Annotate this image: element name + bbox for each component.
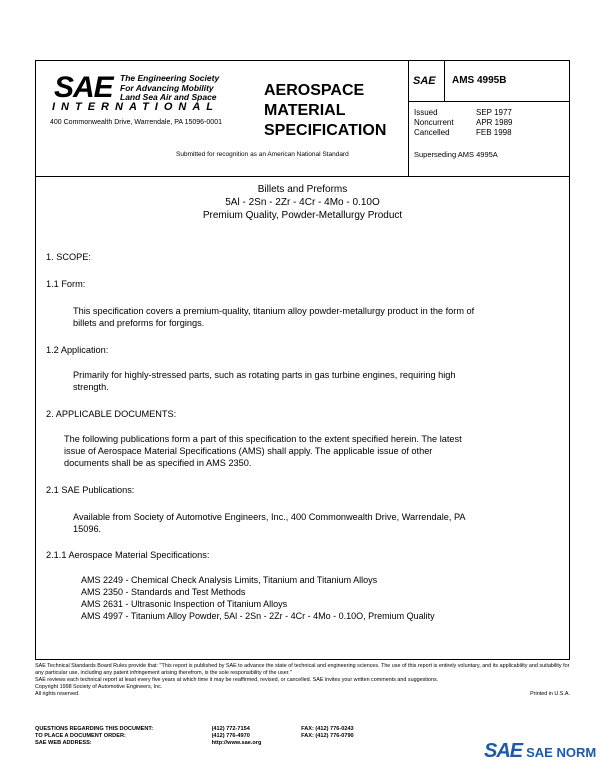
paragraph-line: Available from Society of Automotive Engineers, Inc., 400 Commonwealth Drive, Warrendale, PA <box>73 512 466 522</box>
divider <box>444 61 445 101</box>
society-line: For Advancing Mobility <box>120 82 214 93</box>
issued-label: Issued <box>414 108 438 117</box>
doc-type-line: AEROSPACE <box>264 82 365 99</box>
society-line: The Engineering Society <box>120 73 220 83</box>
paragraph-line: Primarily for highly-stressed parts, such as rotating parts in gas turbine engines, requiring high <box>73 370 456 380</box>
small-sae-logo: SAE <box>413 75 436 87</box>
copyright: Copyright 1998 Society of Automotive Engineers, Inc. <box>35 684 163 690</box>
paragraph-line: issue of Aerospace Material Specifications (AMS) shall apply. The applicable issue of other <box>64 446 433 456</box>
spec-number-box <box>408 61 569 102</box>
issued-date: SEP 1977 <box>476 108 512 117</box>
international-label: INTERNATIONAL <box>52 101 220 113</box>
printed-location: Printed in U.S.A. <box>530 691 570 697</box>
issue-dates <box>414 108 512 138</box>
document-frame <box>35 60 570 660</box>
section-heading: 2.1.1 Aerospace Material Specifications: <box>46 550 210 560</box>
section-heading: 2.1 SAE Publications: <box>46 485 135 495</box>
order-phone: (412) 776-4970 <box>211 733 250 739</box>
cancelled-label: Cancelled <box>414 128 450 137</box>
paragraph-line: billets and preforms for forgings. <box>73 318 205 328</box>
doc-type-line: SPECIFICATION <box>264 122 387 139</box>
document-footer <box>35 663 570 698</box>
noncurrent-label: Noncurrent <box>414 118 454 127</box>
watermark-logo: SAE <box>484 740 523 762</box>
society-address: 400 Commonwealth Drive, Warrendale, PA 15096-0001 <box>50 119 222 126</box>
questions-fax: FAX: (412) 776-0243 <box>301 726 354 732</box>
questions-phone: (412) 772-7154 <box>211 726 250 732</box>
title-line: 5Al - 2Sn - 2Zr - 4Cr - 4Mo - 0.10O <box>225 197 380 208</box>
sae-norm-watermark <box>484 740 596 763</box>
title-line: Billets and Preforms <box>257 184 348 195</box>
ansi-note: Submitted for recognition as an American National Standard <box>176 151 349 158</box>
document-type <box>264 81 386 141</box>
section-heading: 2. APPLICABLE DOCUMENTS: <box>46 409 177 419</box>
society-tagline <box>120 74 219 103</box>
section-heading: 1.1 Form: <box>46 279 86 289</box>
order-label: TO PLACE A DOCUMENT ORDER: <box>35 733 126 739</box>
paragraph-line: The following publications form a part of this specification to the extent specified herein. The latest <box>64 434 462 444</box>
title-line: Premium Quality, Powder-Metallurgy Product <box>202 210 403 221</box>
questions-label: QUESTIONS REGARDING THIS DOCUMENT: <box>35 726 154 732</box>
document-title <box>36 183 569 222</box>
web-address[interactable]: http://www.sae.org <box>211 740 262 746</box>
paragraph-line: This specification covers a premium-quality, titanium alloy powder-metallurgy product in the form of <box>73 306 475 316</box>
paragraph-line: 15096. <box>73 524 102 534</box>
reference-list <box>81 574 435 622</box>
order-fax: FAX: (412) 776-0790 <box>301 733 354 739</box>
sae-logo: SAE <box>54 71 113 104</box>
rights-reserved: All rights reserved. <box>35 691 80 697</box>
watermark-text: SAE NORM <box>526 745 597 760</box>
header-left <box>36 61 409 176</box>
paragraph-line: documents shall be as specified in AMS 2350. <box>64 458 252 468</box>
society-line: Land Sea Air and Space <box>120 92 217 102</box>
reference-item: AMS 4997 - Titanium Alloy Powder, 5Al - 2Sn - 2Zr - 4Cr - 4Mo - 0.10O, Premium Quality <box>81 611 435 621</box>
cancelled-date: FEB 1998 <box>476 128 512 137</box>
doc-type-line: MATERIAL <box>264 102 346 119</box>
reference-item: AMS 2249 - Chemical Check Analysis Limits, Titanium and Titanium Alloys <box>81 575 378 585</box>
noncurrent-date: APR 1989 <box>476 118 513 127</box>
header-right <box>408 61 569 176</box>
reference-item: AMS 2631 - Ultrasonic Inspection of Titanium Alloys <box>81 599 288 609</box>
footer-rules-note: SAE Technical Standards Board Rules provide that: "This report is published by SAE to advance the state of technical and engineering sciences. The use of this report is entirely voluntary, and its applicability and suitability for any particular use, including any patent infringement arising therefrom, is the sole responsibility of the user." <box>35 663 570 676</box>
reference-item: AMS 2350 - Standards and Test Methods <box>81 587 246 597</box>
ams-number: AMS 4995B <box>452 75 507 86</box>
section-heading: 1.2 Application: <box>46 345 109 355</box>
footer-review-note: SAE reviews each technical report at least every five years at which time it may be reaffirmed, revised, or cancelled. SAE invites your written comments and suggestions. <box>35 677 439 683</box>
web-label: SAE WEB ADDRESS: <box>35 740 92 746</box>
contact-block <box>35 726 354 747</box>
section-heading: 1. SCOPE: <box>46 252 91 262</box>
superseding-note: Superseding AMS 4995A <box>414 150 498 159</box>
document-header <box>36 61 569 177</box>
paragraph-line: strength. <box>73 382 109 392</box>
